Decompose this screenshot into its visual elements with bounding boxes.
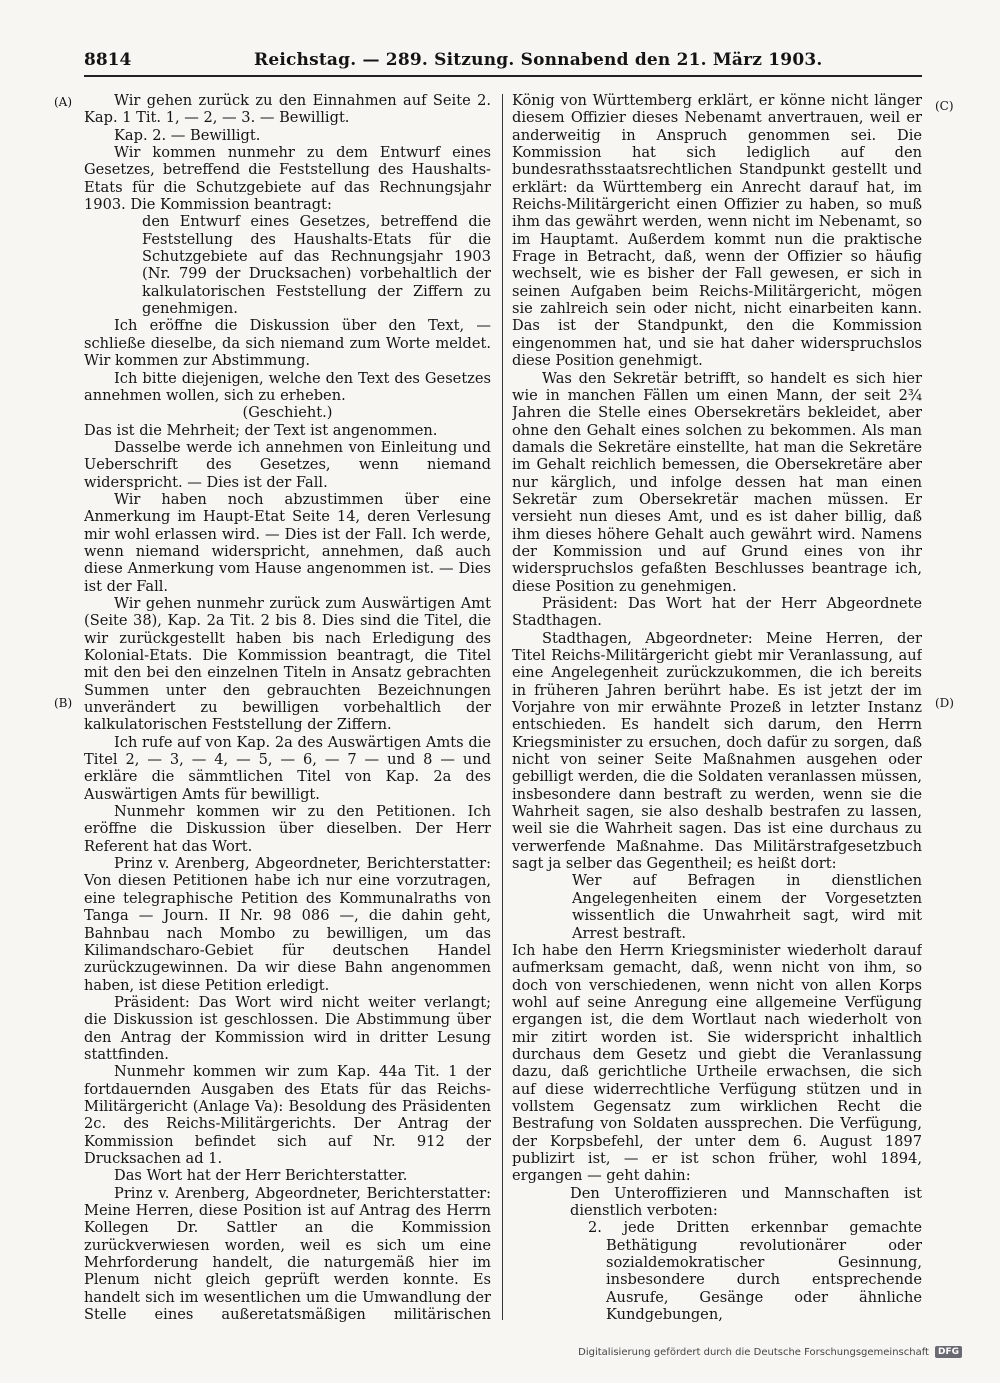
paragraph: Ich habe den Herrn Kriegsminister wiederholt darauf aufmerksam gemacht, daß, wenn nicht von ihm, so doch von verschiedenen, wenn nicht von allen Korps wohl auf seine Anregung eine allgemeine Verfügung ergangen ist, die dem Wortlaut nach wiederholt von mir zitirt worden ist. Sie widerspricht inhaltlich durchaus dem Gesetz und giebt die Veranlassung dazu, daß gerichtliche Urtheile erwachsen, die sich auf diese widerrechtliche Verfügung stützen und in vollstem Gegensatz zum wirklichen Recht die Bestrafung von Soldaten aussprechen. Die Verfügung, der Korpsbefehl, der unter dem 6. August 1897 publizirt ist, — er ist schon früher, wohl 1894, ergangen — geht dahin: [512,941,922,1185]
dfg-logo-icon: DFG [935,1346,962,1358]
right-column [512,92,922,1322]
law-quote: Wer auf Befragen in dienstlichen Angelegenheiten einem der Vorgesetzten wissentlich die Unwahrheit sagt, wird mit Arrest bestraft. [572,872,922,942]
margin-mark-d: (D) [935,696,954,710]
motion-quote: den Entwurf eines Gesetzes, betreffend die Feststellung des Haushalts-Etats für die Schutzgebiete auf das Rechnungsjahr 1903 (Nr. 799 der Drucksachen) vorbehaltlich der kalkulatorischen Feststellung der Ziffern zu genehmigen. [142,213,491,318]
paragraph: Dasselbe werde ich annehmen von Einleitung und Ueberschrift des Gesetzes, wenn niemand widerspricht. — Dies ist der Fall. [84,438,491,491]
speaker-paragraph: Prinz v. Arenberg, Abgeordneter, Berichterstatter: Von diesen Petitionen habe ich nur eine vorzutragen, eine telegraphische Petition des Kommunalraths von Tanga — Journ. II Nr. 98 086 —, die dahin geht, Bahnbau nach Mombo zu bewilligen, um das Kilimandscharo-Gebiet für deutschen Handel zurückzugewinnen. Da wir diese Bahn angenommen haben, ist diese Petition erledigt. [84,855,491,994]
left-column [84,92,491,1322]
credit-text: Digitalisierung gefördert durch die Deutsche Forschungsgemeinschaft [578,1346,929,1358]
column-divider [502,94,503,1320]
header-rule [84,75,922,77]
order-item: 2. jede Dritten erkennbar gemachte Bethätigung revolutionärer oder sozialdemokratischer Gesinnung, insbesondere durch entsprechende Ausrufe, Gesänge oder ähnliche Kundgebungen, [588,1219,922,1322]
speaker-paragraph: Präsident: Das Wort wird nicht weiter verlangt; die Diskussion ist geschlossen. Die Abstimmung über den Antrag der Kommission wird in dritter Lesung stattfinden. [84,993,491,1063]
paragraph: Wir gehen zurück zu den Einnahmen auf Seite 2. Kap. 1 Tit. 1, — 2, — 3. — Bewilligt. [84,92,491,127]
paragraph: Was den Sekretär betrifft, so handelt es sich hier wie in manchen Fällen um einen Mann, der seit 2¾ Jahren die Stelle eines Obersekretärs bekleidet, aber ohne den Gehalt eines solchen zu bekommen. Als man damals die Sekretäre einstellte, hat man die Sekretäre im Gehalt reichlich bemessen, die Obersekretäre aber nur kärglich, und infolge dessen hat man einen Sekretär zum Obersekretär machen müssen. Er versieht nun dieses Amt, und es ist daher billig, daß ihm dieses höhere Gehalt auch gewährt wird. Namens der Kommission und auf Grund eines von ihr widerspruchslos gefaßten Beschlusses beantrage ich, diese Position zu genehmigen. [512,369,922,595]
paragraph: Nunmehr kommen wir zu den Petitionen. Ich eröffne die Diskussion über dieselben. Der Herr Referent hat das Wort. [84,803,491,855]
paragraph: Das ist die Mehrheit; der Text ist angenommen. [84,421,438,439]
running-title: Reichstag. — 289. Sitzung. Sonnabend den 21. März 1903. [254,50,823,70]
paragraph: Wir kommen nunmehr zu dem Entwurf eines Gesetzes, betreffend die Feststellung des Haushalts-Etats für die Schutzgebiete auf das Rechnungsjahr 1903. Die Kommission beantragt: [84,144,491,214]
speaker-paragraph: Präsident: Das Wort hat der Herr Abgeordnete Stadthagen. [512,594,922,630]
speaker-paragraph: Stadthagen, Abgeordneter: Meine Herren, der Titel Reichs-Militärgericht giebt mir Veranlassung, auf eine Angelegenheit zurückzukommen, die ich bereits in früheren Jahren berührt habe. Es ist jetzt der im Vorjahre von mir erwähnte Prozeß in letzter Instanz entschieden. Es handelt sich darum, den Herrn Kriegsminister zu ersuchen, doch dafür zu sorgen, daß nicht von seiner Seite Maßnahmen ausgehen oder gebilligt werden, die die Soldaten veranlassen müssen, insbesondere dann bestraft zu werden, wenn sie die Wahrheit sagen, sie also deshalb bestrafen zu lassen, weil sie die Wahrheit sagen. Das ist eine durchaus zu verwerfende Maßnahme. Das Militärstrafgesetzbuch sagt ja selber das Gegentheil; es heißt dort: [512,629,922,873]
paragraph: Kap. 2. — Bewilligt. [114,126,261,144]
margin-mark-c: (C) [935,99,954,113]
digitization-credit [578,1343,962,1361]
page-number: 8814 [84,50,132,70]
margin-mark-b: (B) [54,696,73,710]
paragraph: Ich rufe auf von Kap. 2a des Auswärtigen Amts die Titel 2, — 3, — 4, — 5, — 6, — 7 — und 8 — und erkläre die sämmtlichen Titel von Kap. 2a des Auswärtigen Amts für bewilligt. [84,733,491,803]
running-header [84,50,924,74]
paragraph: Wir haben noch abzustimmen über eine Anmerkung im Haupt-Etat Seite 14, deren Verlesung mir wohl erlassen wird. — Dies ist der Fall. Ich werde, wenn niemand widerspricht, annehmen, daß auch diese Anmerkung vom Hause angenommen ist. — Dies ist der Fall. [84,490,491,595]
paragraph: Ich eröffne die Diskussion über den Text, — schließe dieselbe, da sich niemand zum Worte meldet. Wir kommen zur Abstimmung. [84,317,491,370]
order-intro: Den Unteroffizieren und Mannschaften ist dienstlich verboten: [570,1184,922,1219]
paragraph: Das Wort hat der Herr Berichterstatter. [114,1167,408,1185]
paragraph: Nunmehr kommen wir zum Kap. 44a Tit. 1 der fortdauernden Ausgaben des Etats für das Reichs-Militärgericht (Anlage Va): Besoldung des Präsidenten 2c. des Reichs-Militärgerichts. Der Antrag der Kommission befindet sich auf Nr. 912 der Drucksachen ad 1. [84,1063,491,1167]
paragraph: Wir gehen nunmehr zurück zum Auswärtigen Amt (Seite 38), Kap. 2a Tit. 2 bis 8. Dies sind die Titel, die wir zurückgestellt haben bis nach Erledigung des Kolonial-Etats. Die Kommission beantragt, die Titel mit den bei den einzelnen Titeln in Ansatz gebrachten Summen unter den gebrauchten Bezeichnungen unverändert zu bewilligen vorbehaltlich der kalkulatorischen Feststellung der Ziffern. [84,594,491,734]
paragraph: Ich bitte diejenigen, welche den Text des Gesetzes annehmen wollen, sich zu erheben. [84,369,491,404]
stage-note: (Geschieht.) [242,404,333,422]
margin-mark-a: (A) [54,95,73,109]
paragraph: König von Württemberg erklärt, er könne nicht länger diesem Offizier dieses Nebenamt anvertrauen, weil er anderweitig in Anspruch genommen sei. Die Kommission hat sich lediglich auf den bundesrathsstaatsrechtlichen Standpunkt gestellt und erklärt: da Württemberg ein Anrecht darauf hat, im Reichs-Militärgericht einen Offizier zu haben, so muß ihm das gewährt werden, wenn nicht im Nebenamt, so im Hauptamt. Außerdem kommt nun die praktische Frage in Betracht, daß, wenn der Offizier so häufig wechselt, wie es bisher der Fall gewesen, er sich in seinen Aufgaben beim Reichs-Militärgericht, mögen sie zahlreich sein oder nicht, nicht einarbeiten kann. Das ist der Standpunkt, den die Kommission eingenommen hat, und sie hat daher widerspruchslos diese Position genehmigt. [512,92,922,370]
speaker-paragraph: Prinz v. Arenberg, Abgeordneter, Berichterstatter: Meine Herren, diese Position ist auf Antrag des Herrn Kollegen Dr. Sattler an die Kommission zurückverwiesen worden, weil es sich um eine Mehrforderung handelt, die naturgemäß hier im Plenum nicht gleich geprüft werden konnte. Es handelt sich im wesentlichen um die Umwandlung der Stelle eines außeretatsmäßigen militärischen [84,1184,491,1322]
